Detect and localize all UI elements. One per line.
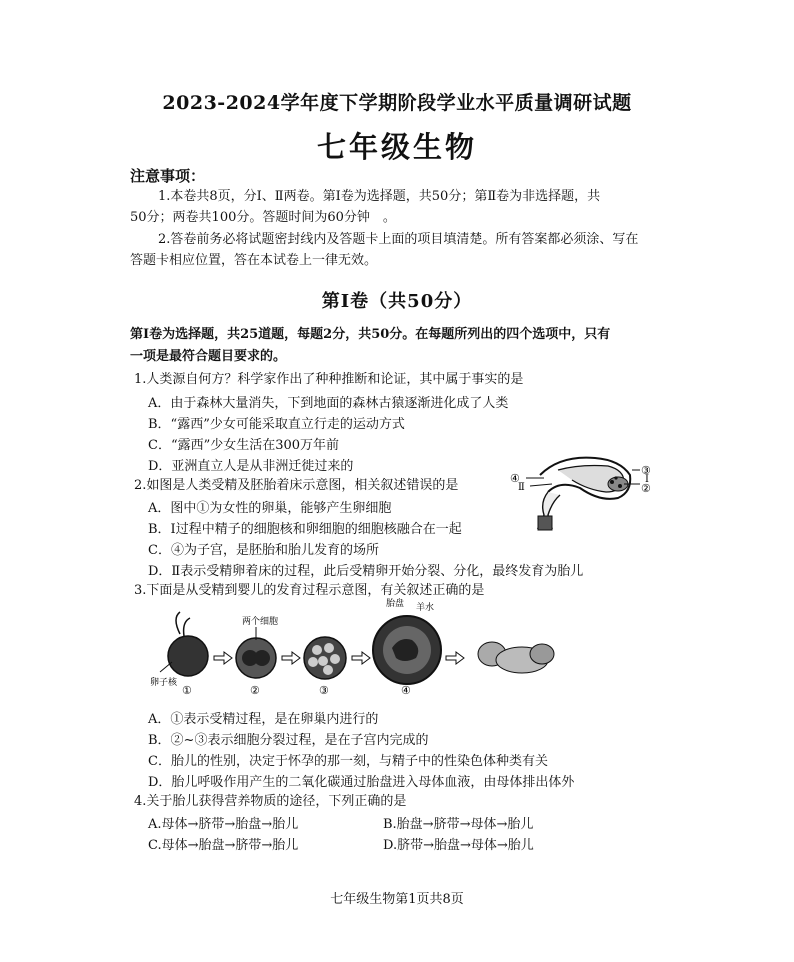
q1-option-b: B．“露西”少女可能采取直立行走的运动方式 bbox=[148, 417, 405, 432]
q1-stem: 1.人类源自何方？科学家作出了种种推断和论证，其中属于事实的是 bbox=[134, 372, 524, 387]
q3-label-nucleus: 卵子核 bbox=[150, 678, 178, 688]
q2-option-b: B．Ⅰ过程中精子的细胞核和卵细胞的细胞核融合在一起 bbox=[148, 522, 462, 537]
q3-stem: 3.下面是从受精到婴儿的发育过程示意图，有关叙述正确的是 bbox=[134, 583, 485, 598]
note-line-1a: 1.本卷共8页，分Ⅰ、Ⅱ两卷。第Ⅰ卷为选择题，共50分；第Ⅱ卷为非选择题，共 bbox=[158, 189, 601, 204]
q4-option-c: C.母体→胎盘→脐带→胎儿 bbox=[148, 838, 299, 853]
q2-fig-label-3: ③ bbox=[641, 464, 651, 477]
development-diagram bbox=[150, 598, 580, 703]
note-line-2b: 答题卡相应位置，答在本试卷上一律无效。 bbox=[130, 253, 378, 268]
q3-label-3: ③ bbox=[319, 684, 329, 697]
q2-fig-label-4: ④ bbox=[510, 472, 520, 485]
q2-fig-label-2: ② bbox=[641, 482, 651, 495]
q4-stem: 4.关于胎儿获得营养物质的途径，下列正确的是 bbox=[134, 794, 407, 809]
q3-label-placenta: 胎盘 bbox=[386, 599, 405, 609]
q1-option-c: C．“露西”少女生活在300万年前 bbox=[148, 438, 340, 453]
q3-option-c: C．胎儿的性别，决定于怀孕的那一刻，与精子中的性染色体种类有关 bbox=[148, 754, 548, 769]
q3-option-d: D．胎儿呼吸作用产生的二氧化碳通过胎盘进入母体血液，由母体排出体外 bbox=[148, 775, 575, 790]
notes-heading: 注意事项： bbox=[130, 167, 206, 185]
note-line-2a: 2.答卷前务必将试题密封线内及答题卡上面的项目填清楚。所有答案都必须涂、写在 bbox=[158, 232, 639, 247]
q3-label-2: ② bbox=[250, 684, 260, 697]
q3-option-a: A．①表示受精过程，是在卵巢内进行的 bbox=[148, 712, 379, 727]
q1-option-a: A．由于森林大量消失，下到地面的森林古猿逐渐进化成了人类 bbox=[148, 396, 509, 411]
section-intro-2: 一项是最符合题目要求的。 bbox=[130, 349, 287, 364]
section-title: 第Ⅰ卷（共50分） bbox=[321, 291, 473, 312]
q2-option-d: D．Ⅱ表示受精卵着床的过程，此后受精卵开始分裂、分化，最终发育为胎儿 bbox=[148, 564, 584, 579]
q2-option-c: C．④为子宫，是胚胎和胎儿发育的场所 bbox=[148, 543, 379, 558]
page-footer: 七年级生物第1页共8页 bbox=[330, 892, 464, 907]
q4-option-b: B.胎盘→脐带→母体→胎儿 bbox=[383, 817, 534, 832]
subject-title: 七年级生物 bbox=[316, 130, 477, 164]
q2-fig-label-II: Ⅱ bbox=[518, 482, 525, 493]
q3-label-1: ① bbox=[182, 684, 192, 697]
section-intro-1: 第Ⅰ卷为选择题，共25道题，每题2分，共50分。在每题所列出的四个选项中，只有 bbox=[130, 327, 611, 342]
q3-label-amniotic: 羊水 bbox=[416, 603, 435, 613]
q4-option-a: A.母体→脐带→胎盘→胎儿 bbox=[148, 817, 299, 832]
q2-fig-label-I: Ⅰ bbox=[645, 474, 649, 485]
exam-title: 2023-2024学年度下学期阶段学业水平质量调研试题 bbox=[162, 92, 632, 114]
q1-option-d: D．亚洲直立人是从非洲迁徙过来的 bbox=[148, 459, 354, 474]
q2-option-a: A．图中①为女性的卵巢，能够产生卵细胞 bbox=[148, 501, 392, 516]
q2-stem: 2.如图是人类受精及胚胎着床示意图，相关叙述错误的是 bbox=[134, 478, 459, 493]
q3-label-4: ④ bbox=[401, 684, 411, 697]
note-line-1b: 50分；两卷共100分。答题时间为60分钟 。 bbox=[130, 210, 396, 225]
q3-label-two-cells: 两个细胞 bbox=[242, 617, 279, 627]
uterus-diagram bbox=[500, 440, 660, 540]
q3-option-b: B．②~③表示细胞分裂过程，是在子宫内完成的 bbox=[148, 733, 429, 748]
q4-option-d: D.脐带→胎盘→母体→胎儿 bbox=[383, 838, 534, 853]
